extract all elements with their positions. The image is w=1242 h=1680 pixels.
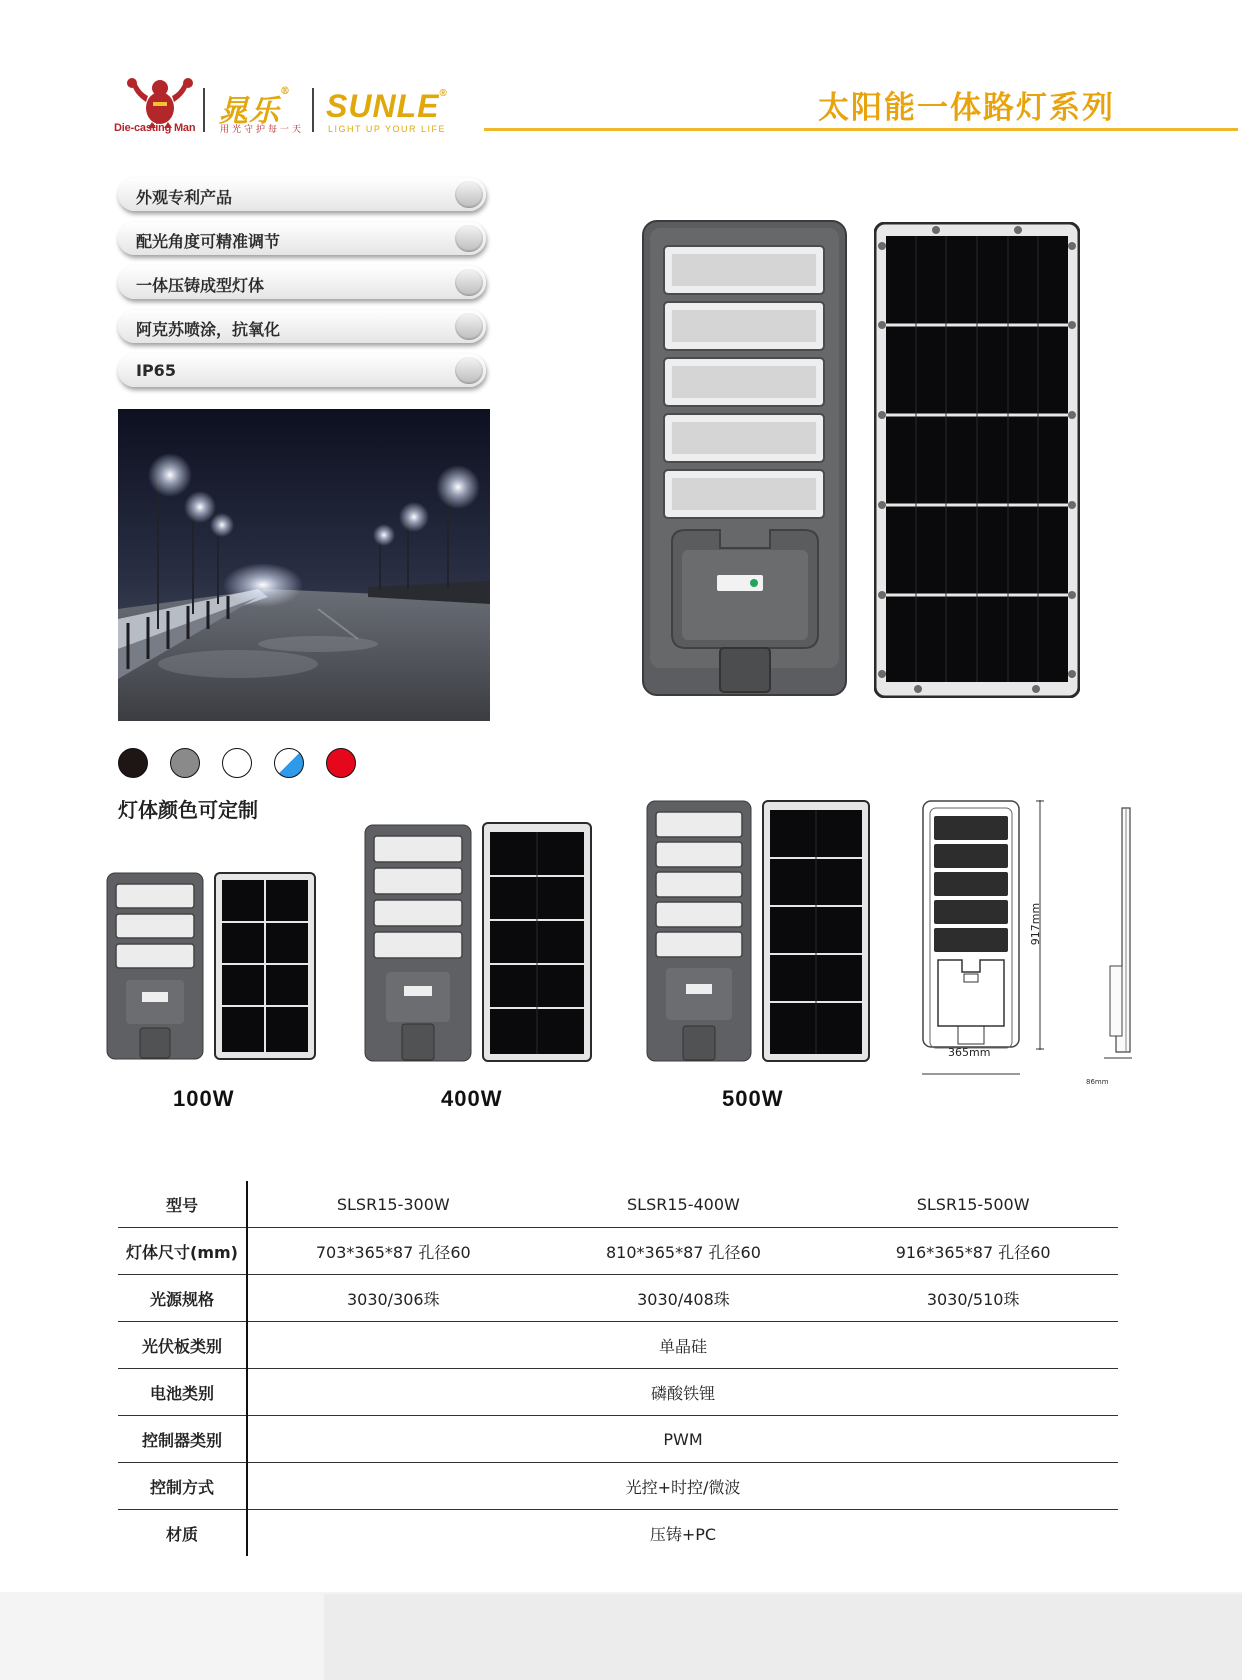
lamp-100w-image <box>106 872 204 1062</box>
lamp-front-image <box>642 220 847 696</box>
pill-knob-icon <box>455 225 483 252</box>
feature-pill: 外观专利产品 <box>118 178 486 211</box>
table-row <box>118 1228 1118 1275</box>
brand-cn-slogan: 用光守护每一天 <box>220 125 305 135</box>
dimension-width-label: 365mm <box>948 1046 991 1059</box>
solar-panel-400w-image <box>482 822 592 1064</box>
lamp-side-view-drawing <box>1100 806 1134 1064</box>
color-custom-label: 灯体颜色可定制 <box>118 798 258 822</box>
pill-knob-icon <box>455 357 483 384</box>
watt-label-100w: 100W <box>173 1086 235 1111</box>
table-row <box>118 1275 1118 1322</box>
cell: 810*365*87 孔径60 <box>539 1228 829 1275</box>
cell: 703*365*87 孔径60 <box>247 1228 539 1275</box>
lamp-400w-image <box>364 824 472 1064</box>
dimension-depth-label: 86mm <box>1086 1078 1109 1086</box>
cell: 3030/510珠 <box>828 1275 1118 1322</box>
table-row <box>118 1463 1118 1510</box>
spec-table <box>118 1181 1118 1556</box>
cell: 3030/408珠 <box>539 1275 829 1322</box>
solar-panel-500w-image <box>762 800 870 1064</box>
color-swatch-white-blue <box>274 748 304 778</box>
night-road-photo <box>118 409 490 721</box>
brand-en-slogan: LIGHT UP YOUR LIFE <box>328 124 447 134</box>
pill-knob-icon <box>455 269 483 296</box>
feature-pill: IP65 <box>118 354 486 387</box>
cell: SLSR15-300W <box>247 1181 539 1228</box>
feature-pill: 一体压铸成型灯体 <box>118 266 486 299</box>
color-swatch-black <box>118 748 148 778</box>
row-label: 型号 <box>118 1181 247 1228</box>
row-label: 电池类别 <box>118 1369 247 1416</box>
row-label: 控制方式 <box>118 1463 247 1510</box>
row-label: 光伏板类别 <box>118 1322 247 1369</box>
watt-label-400w: 400W <box>441 1086 503 1111</box>
brand-cn: 晁乐® <box>218 86 291 129</box>
cell: PWM <box>247 1416 1118 1463</box>
cell: SLSR15-400W <box>539 1181 829 1228</box>
dimension-height-label: 917mm <box>1029 902 1042 946</box>
cell: 3030/306珠 <box>247 1275 539 1322</box>
brand-en: SUNLE® <box>326 88 448 124</box>
header-rule <box>484 128 1238 131</box>
cell: 单晶硅 <box>247 1322 1118 1369</box>
feature-pill: 配光角度可精准调节 <box>118 222 486 255</box>
feature-pill: 阿克苏喷涂，抗氧化 <box>118 310 486 343</box>
bottom-strip-shade <box>324 1594 1242 1680</box>
solar-panel-back-image <box>874 222 1080 698</box>
page-title: 太阳能一体路灯系列 <box>818 90 1115 126</box>
table-row <box>118 1416 1118 1463</box>
row-label: 材质 <box>118 1510 247 1557</box>
solar-panel-100w-image <box>214 872 316 1062</box>
table-row <box>118 1181 1118 1228</box>
cell: 916*365*87 孔径60 <box>828 1228 1118 1275</box>
table-row <box>118 1510 1118 1557</box>
dimension-line-horizontal <box>922 1062 1020 1068</box>
cell: 磷酸铁锂 <box>247 1369 1118 1416</box>
table-row <box>118 1322 1118 1369</box>
watt-label-500w: 500W <box>722 1086 784 1111</box>
lamp-500w-image <box>646 800 752 1064</box>
logo-divider <box>203 88 205 132</box>
row-label: 灯体尺寸(mm) <box>118 1228 247 1275</box>
cell: 压铸+PC <box>649 1524 717 1544</box>
cell: SLSR15-500W <box>828 1181 1118 1228</box>
color-swatch-white <box>222 748 252 778</box>
pill-knob-icon <box>455 313 483 340</box>
row-label: 光源规格 <box>118 1275 247 1322</box>
cell: 光控+时控/微波 <box>247 1463 1118 1510</box>
logo-divider <box>312 88 314 132</box>
pill-knob-icon <box>455 181 483 208</box>
row-label: 控制器类别 <box>118 1416 247 1463</box>
table-row <box>118 1369 1118 1416</box>
lamp-dimension-drawing <box>922 800 1020 1050</box>
color-swatch-gray <box>170 748 200 778</box>
color-swatch-red <box>326 748 356 778</box>
logo-mascot-text: Die-casting Man <box>114 122 196 134</box>
